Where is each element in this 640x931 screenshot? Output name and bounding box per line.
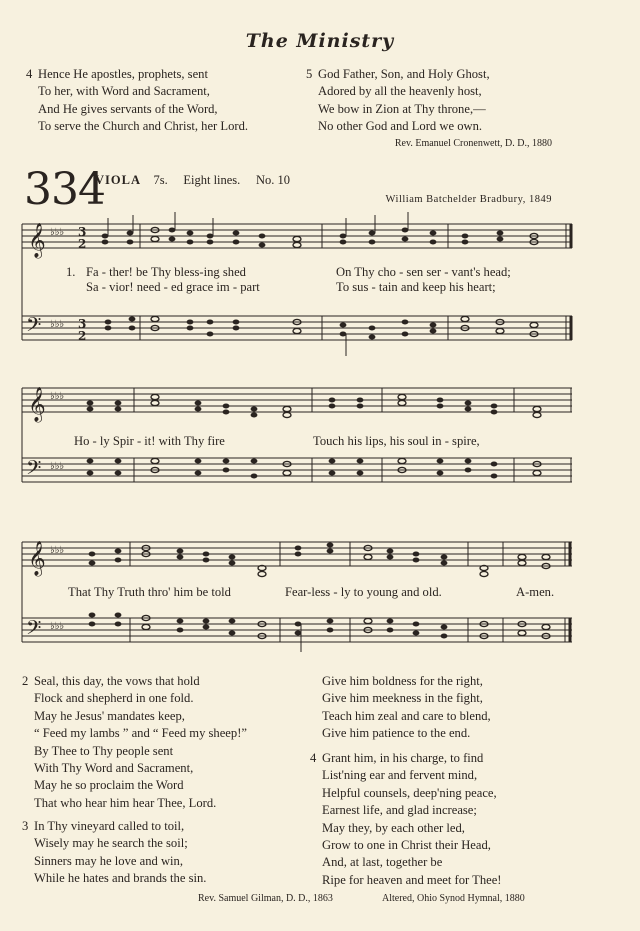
stanza-3-continued bbox=[310, 673, 491, 743]
stanza-line: Grant him, in his charge, to find bbox=[322, 751, 484, 765]
stanza-number: 3 bbox=[22, 819, 29, 833]
stanza-line: Give him boldness for the right, bbox=[322, 674, 483, 688]
stanza-line: While he hates and brands the sin. bbox=[34, 871, 207, 886]
hymn-number: 334 bbox=[24, 164, 105, 215]
svg-text:𝄢: 𝄢 bbox=[26, 616, 42, 644]
lyric-line: That Thy Truth thro' him be told bbox=[68, 585, 231, 599]
stanza-line: By Thee to Thy people sent bbox=[34, 743, 174, 758]
stanza-line: And, at last, together be bbox=[322, 855, 443, 870]
stanza-line: Teach him zeal and care to blend, bbox=[322, 708, 491, 723]
stanza-3 bbox=[22, 818, 206, 888]
stanza-line: May he so proclaim the Word bbox=[34, 778, 184, 793]
stanza-line: “ Feed my lambs ” and “ Feed my sheep!” bbox=[34, 726, 247, 741]
top-stanza-5 bbox=[306, 66, 490, 136]
svg-text:3: 3 bbox=[78, 225, 87, 239]
stanza-line: With Thy Word and Sacrament, bbox=[34, 761, 194, 776]
stanza-line: Give him meekness in the fight, bbox=[322, 691, 483, 706]
stanza-line: Flock and shepherd in one fold. bbox=[34, 691, 194, 706]
stanza-line: Helpful counsels, deep'ning peace, bbox=[322, 785, 497, 800]
stanza-number: 4 bbox=[26, 67, 33, 81]
svg-text:𝄞: 𝄞 bbox=[28, 541, 46, 576]
meter-note: Eight lines. bbox=[183, 173, 241, 187]
stanza-line: To serve the Church and Christ, her Lord. bbox=[38, 119, 249, 134]
stanza-line: May he Jesus' mandates keep, bbox=[34, 708, 185, 723]
svg-text:♭♭♭: ♭♭♭ bbox=[50, 391, 65, 402]
stanza-line: And He gives servants of the Word, bbox=[38, 101, 218, 116]
svg-text:♭♭♭: ♭♭♭ bbox=[50, 461, 65, 472]
stanza-line: In Thy vineyard called to toil, bbox=[34, 819, 185, 833]
stanza-number: 4 bbox=[310, 751, 317, 765]
stanza-line: Grow to one in Christ their Head, bbox=[322, 838, 491, 853]
stanza-line: Sinners may he love and win, bbox=[34, 853, 183, 868]
composer-credit: William Batchelder Bradbury, 1849 bbox=[385, 194, 552, 205]
stanza-line: List'ning ear and fervent mind, bbox=[322, 768, 478, 783]
tune-info bbox=[95, 173, 290, 188]
svg-text:𝄢: 𝄢 bbox=[26, 313, 42, 341]
svg-text:♭♭♭: ♭♭♭ bbox=[50, 227, 65, 238]
top-stanza-4 bbox=[26, 66, 248, 136]
text-credit: Rev. Samuel Gilman, D. D., 1863 bbox=[198, 893, 333, 904]
stanza-line: Wisely may he search the soil; bbox=[34, 836, 188, 851]
lyric-line: Fa - ther! be Thy bless-ing shed bbox=[86, 265, 246, 279]
svg-text:𝄞: 𝄞 bbox=[28, 387, 46, 422]
svg-text:2: 2 bbox=[78, 237, 87, 251]
svg-text:𝄞: 𝄞 bbox=[28, 223, 46, 258]
stanza-line: God Father, Son, and Holy Ghost, bbox=[318, 67, 490, 81]
lyric-line: Touch his lips, his soul in - spire, bbox=[313, 434, 480, 448]
tune-ref: No. 10 bbox=[255, 173, 290, 187]
lyric-line: On Thy cho - sen ser - vant's head; bbox=[336, 265, 511, 279]
stanza-line: To her, with Word and Sacrament, bbox=[38, 84, 210, 99]
stanza-number: 2 bbox=[22, 674, 29, 688]
lyric-line: Sa - vior! need - ed grace im - part bbox=[86, 280, 260, 294]
stanza-line: Earnest life, and glad increase; bbox=[322, 803, 477, 818]
lyric-line: Fear-less - ly to young and old. bbox=[285, 585, 442, 599]
stanza-number: 5 bbox=[306, 67, 313, 81]
verse-number: 1. bbox=[66, 265, 76, 279]
svg-text:2: 2 bbox=[78, 329, 87, 343]
tune-name: VIOLA bbox=[95, 173, 141, 187]
author-credit: Rev. Emanuel Cronenwett, D. D., 1880 bbox=[394, 138, 552, 149]
stanza-line: We bow in Zion at Thy throne,— bbox=[318, 101, 486, 116]
svg-text:𝄢: 𝄢 bbox=[26, 456, 42, 484]
lyric-line: To sus - tain and keep his heart; bbox=[336, 280, 496, 294]
stanza-4 bbox=[310, 750, 502, 889]
stanza-line: No other God and Lord we own. bbox=[318, 119, 483, 134]
svg-text:♭♭♭: ♭♭♭ bbox=[50, 621, 65, 632]
stanza-line: That who hear him hear Thee, Lord. bbox=[34, 795, 217, 810]
page-title: The Ministry bbox=[245, 30, 395, 52]
meter: 7s. bbox=[153, 173, 168, 187]
stanza-line: Adored by all the heavenly host, bbox=[318, 84, 482, 99]
lyric-line: Ho - ly Spir - it! with Thy fire bbox=[74, 434, 225, 448]
stanza-line: Give him patience to the end. bbox=[322, 726, 471, 741]
svg-text:♭♭♭: ♭♭♭ bbox=[50, 545, 65, 556]
stanza-line: Hence He apostles, prophets, sent bbox=[38, 67, 208, 81]
stanza-line: May they, by each other led, bbox=[322, 820, 465, 835]
alteration-credit: Altered, Ohio Synod Hymnal, 1880 bbox=[382, 893, 525, 904]
svg-text:♭♭♭: ♭♭♭ bbox=[50, 319, 65, 330]
stanza-line: Ripe for heaven and meet for Thee! bbox=[322, 872, 502, 887]
lyric-line: A-men. bbox=[516, 585, 555, 599]
stanza-2 bbox=[22, 673, 247, 812]
stanza-line: Seal, this day, the vows that hold bbox=[34, 674, 200, 688]
svg-text:3: 3 bbox=[78, 317, 87, 331]
